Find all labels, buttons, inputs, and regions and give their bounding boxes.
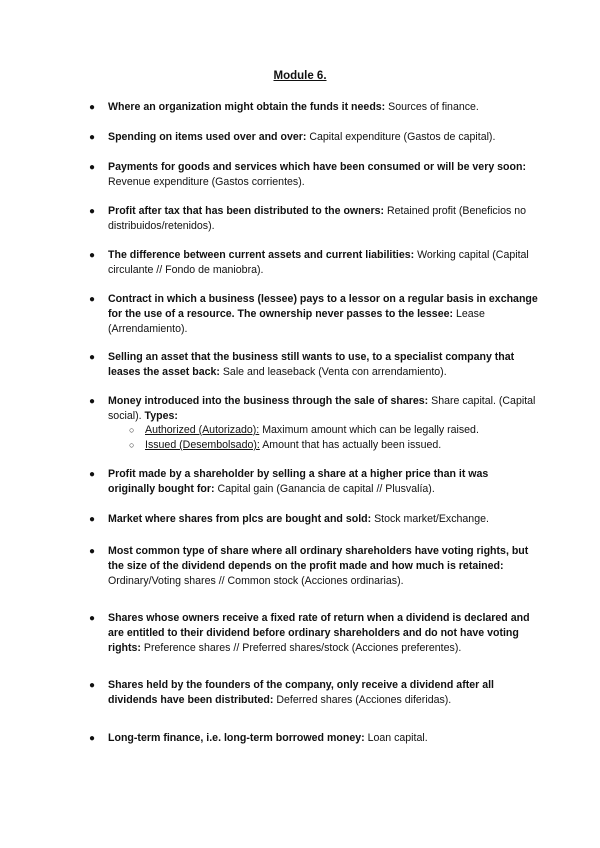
definition: Capital expenditure (Gastos de capital). (309, 131, 496, 143)
list-item (89, 204, 538, 234)
list-item (89, 467, 538, 497)
hollow-bullet-icon: ○ (129, 425, 135, 435)
definition: Capital gain (Ganancia de capital // Plusvalía). (217, 483, 435, 495)
term: Payments for goods and services which have been consumed or will be very soon: (108, 161, 526, 173)
list-item (89, 292, 538, 337)
list-item (89, 512, 538, 527)
definition: Preference shares // Preferred shares/stock (Acciones preferentes). (143, 642, 462, 654)
bullet-icon: ● (89, 546, 96, 557)
term: Contract in which a business (lessee) pays to a lessor on a regular basis in exchange for the use of a resource. The ownership never passes to the lessee: (108, 293, 538, 320)
bullet-icon: ● (89, 250, 96, 261)
definition: Lease (Arrendamiento). (108, 308, 485, 335)
term: Shares held by the founders of the company, only receive a dividend after all dividends have been distributed: (108, 679, 494, 706)
page-title: Module 6. (273, 70, 327, 82)
bullet-icon: ● (89, 733, 96, 744)
term: Money introduced into the business through the sale of shares: (108, 395, 429, 407)
definition: Retained profit (Beneficios no distribuidos/retenidos). (108, 205, 526, 232)
term: The difference between current assets and current liabilities: (108, 249, 415, 261)
bullet-icon: ● (89, 132, 96, 143)
sub-text: Maximum amount which can be legally raised. (262, 424, 479, 436)
bullet-icon: ● (89, 514, 96, 525)
term: Most common type of share where all ordinary shareholders have voting rights, but the size of the dividend depends on the profit made and how much is retained: (108, 545, 529, 572)
sub-list-item (129, 438, 442, 453)
term: Profit after tax that has been distributed to the owners: (108, 205, 385, 217)
definition: Ordinary/Voting shares // Common stock (Acciones ordinarias). (108, 575, 404, 587)
types-label: Types: (144, 410, 178, 422)
list-item (89, 678, 538, 708)
term: Where an organization might obtain the funds it needs: (108, 101, 386, 113)
term: Long-term finance, i.e. long-term borrowed money: (108, 732, 365, 744)
list-item (89, 100, 538, 115)
definition: Working capital (Capital circulante // Fondo de maniobra). (108, 249, 529, 276)
list-item (89, 248, 538, 278)
list-item (89, 130, 538, 145)
term: Profit made by a shareholder by selling a share at a higher price than it was originally bought for: (108, 468, 489, 495)
bullet-icon: ● (89, 294, 96, 305)
definition: Stock market/Exchange. (374, 513, 489, 525)
definition: Loan capital. (367, 732, 428, 744)
sub-label: Authorized (Autorizado): (145, 424, 260, 436)
term: Shares whose owners receive a fixed rate of return when a dividend is declared and are entitled to their dividend before ordinary shareholders and do not have voting rights: (108, 612, 530, 654)
list-item (89, 731, 538, 746)
definition: Share capital. (Capital social). (108, 395, 536, 422)
list-item (89, 611, 538, 656)
term: Spending on items used over and over: (108, 131, 307, 143)
sub-list-item (129, 423, 479, 438)
definition: Deferred shares (Acciones diferidas). (276, 694, 452, 706)
sub-text: Amount that has actually been issued. (262, 439, 442, 451)
hollow-bullet-icon: ○ (129, 440, 135, 450)
definition: Revenue expenditure (Gastos corrientes). (108, 176, 305, 188)
bullet-icon: ● (89, 206, 96, 217)
bullet-icon: ● (89, 396, 96, 407)
term: Market where shares from plcs are bought and sold: (108, 513, 372, 525)
list-item (89, 160, 538, 190)
bullet-icon: ● (89, 680, 96, 691)
list-item (89, 350, 538, 380)
bullet-icon: ● (89, 352, 96, 363)
list-item (89, 394, 538, 424)
bullet-icon: ● (89, 469, 96, 480)
definition: Sale and leaseback (Venta con arrendamiento). (222, 366, 447, 378)
bullet-icon: ● (89, 102, 96, 113)
bullet-icon: ● (89, 162, 96, 173)
list-item (89, 544, 538, 589)
definition: Sources of finance. (388, 101, 479, 113)
bullet-icon: ● (89, 613, 96, 624)
term: Selling an asset that the business still wants to use, to a specialist company that leases the asset back: (108, 351, 515, 378)
sub-label: Issued (Desembolsado): (145, 439, 260, 451)
